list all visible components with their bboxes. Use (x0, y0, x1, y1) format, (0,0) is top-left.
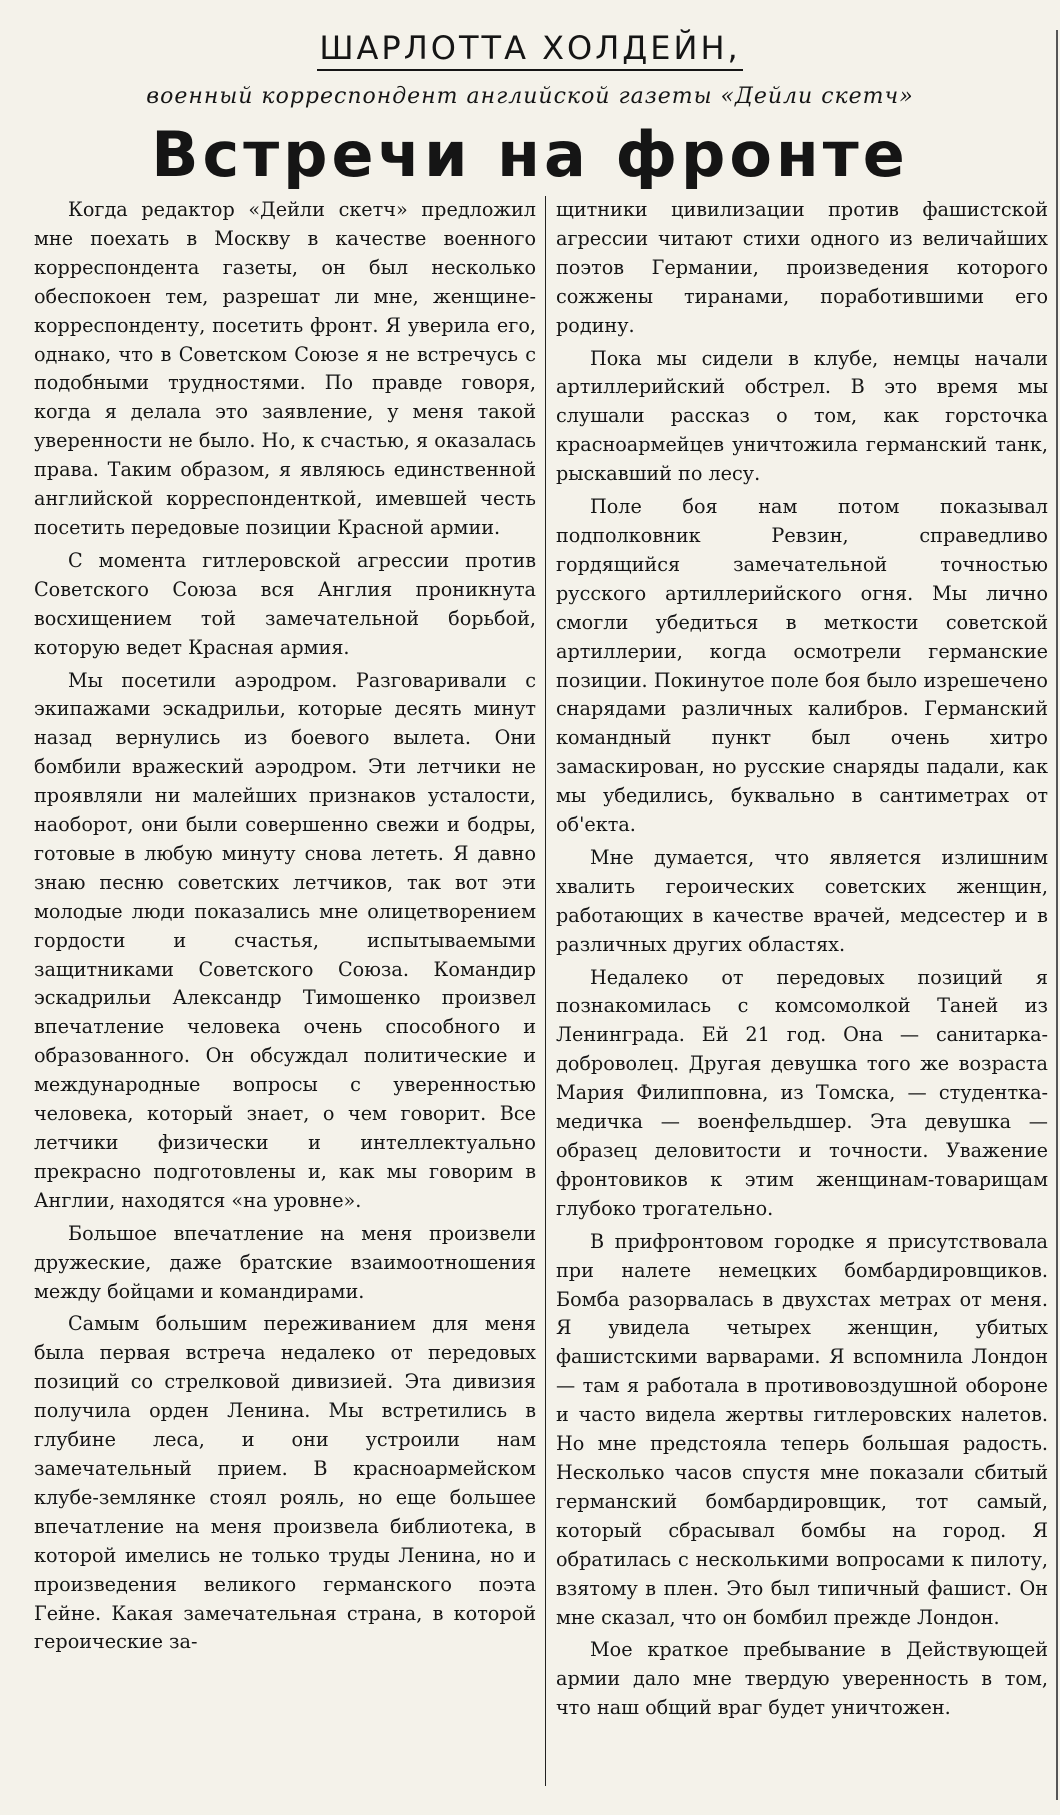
paragraph: Большое впечатление на меня произвели дружеские, даже братские взаимоотношения между бойцами и командирами. (34, 1221, 536, 1303)
author-name: ШАРЛОТТА ХОЛДЕЙН, (0, 28, 1060, 68)
paragraph: Недалеко от передовых позиций я познакомилась с комсомолкой Таней из Ленинграда. Ей 21 год. Она — санитарка-доброволец. Другая девушка того же возраста Мария Филипповна, из Томска, — студентка-медичка — военфельдшер. Эта девушка — образец деловитости и точности. Уважение фронтовиков к этим женщинам-товарищам глубоко трогательно. (556, 965, 1048, 1220)
paragraph: С момента гитлеровской агрессии против Советского Союза вся Англия проникнута восхищением той замечательной борьбой, которую ведет Красная армия. (34, 548, 536, 659)
byline: военный корреспондент английской газеты «Дейли скетч» (146, 84, 914, 109)
paragraph: Пока мы сидели в клубе, немцы начали артиллерийский обстрел. В это время мы слушали рассказ о том, как горсточка красноармейцев уничтожила германский танк, рыскавший по лесу. (556, 346, 1048, 486)
paragraph: В прифронтовом городке я присутствовала при налете немецких бомбардировщиков. Бомба разорвалась в двухстах метрах от меня. Я увидела четырех женщин, убитых фашистскими варварами. Я вспомнила Лондон — там я работала в противовоздушной обороне и часто видела жертвы гитлеровских налетов. Но мне предстояла теперь большая радость. Несколько часов спустя мне показали сбитый германский бомбардировщик, тот самый, который сбрасывал бомбы на город. Я обратилась с несколькими вопросами к пилоту, взятому в плен. Это был типичный фашист. Он мне сказал, что он бомбил прежде Лондон. (556, 1229, 1048, 1629)
paragraph: Когда редактор «Дейли скетч» предложил мне поехать в Москву в качестве военного корреспондента газеты, он был несколько обеспокоен тем, разрешат ли мне, женщине-корреспонденту, посетить фронт. Я уверила его, однако, что в Советском Союзе я не встречусь с подобными трудностями. По правде говоря, когда я делала это заявление, у меня такой уверенности не было. Но, к счастью, я оказалась права. Таким образом, я являюсь единственной английской корреспонденткой, имевшей честь посетить передовые позиции Красной армии. (34, 198, 536, 539)
paragraph: Поле боя нам потом показывал подполковник Ревзин, справедливо гордящийся замечательной точностью русского артиллерийского огня. Мы лично смогли убедиться в меткости советской артиллерии, когда осмотрели германские позиции. Покинутое поле боя было изрешечено снарядами различных калибров. Германский командный пункт был очень хитро замаскирован, но русские снаряды падали, как мы убедились, буквально в сантиметрах от об'екта. (556, 495, 1048, 837)
paragraph: Самым большим переживанием для меня была первая встреча недалеко от передовых позиций со стрелковой дивизией. Эта дивизия получила орден Ленина. Мы встретились в глубине леса, и они устроили нам замечательный прием. В красноармейском клубе-землянке стоял рояль, но еще большее впечатление на меня произвела библиотека, в которой имелись не только труды Ленина, но и произведения великого германского поэта Гейне. Какая замечательная страна, в которой героические за- (34, 1312, 536, 1654)
paragraph: Мое краткое пребывание в Действующей армии дало мне твердую уверенность в том, что наш общий враг будет уничтожен. (556, 1638, 1048, 1720)
right-column (556, 196, 1048, 1727)
paragraph: Мы посетили аэродром. Разговаривали с экипажами эскадрильи, которые десять минут назад вернулись из боевого вылета. Они бомбили вражеский аэродром. Эти летчики не проявляли ни малейших признаков усталости, наоборот, они были совершенно свежи и бодры, готовые в любую минуту снова лететь. Я давно знаю песню советских летчиков, так вот эти молодые люди показались мне олицетворением гордости и счастья, испытываемыми защитниками Советского Союза. Командир эскадрильи Александр Тимошенко произвел впечатление человека очень способного и образованного. Он обсуждал политические и международные вопросы с уверенностью человека, который знает, о чем говорит. Все летчики физически и интеллектуально прекрасно подготовлены и, как мы говорим в Англии, находятся «на уровне». (34, 668, 536, 1212)
left-column (34, 196, 536, 1661)
paragraph: щитники цивилизации против фашистской агрессии читают стихи одного из величайших поэтов Германии, произведения которого сожжены тиранами, поработившими его родину. (556, 198, 1048, 337)
page-edge-rule (1056, 30, 1058, 1800)
column-divider (545, 196, 546, 1786)
paragraph: Мне думается, что является излишним хвалить героических советских женщин, работающих в качестве врачей, медсестер и в различных других областях. (556, 845, 1048, 956)
article-title: Встречи на фронте (151, 118, 909, 191)
